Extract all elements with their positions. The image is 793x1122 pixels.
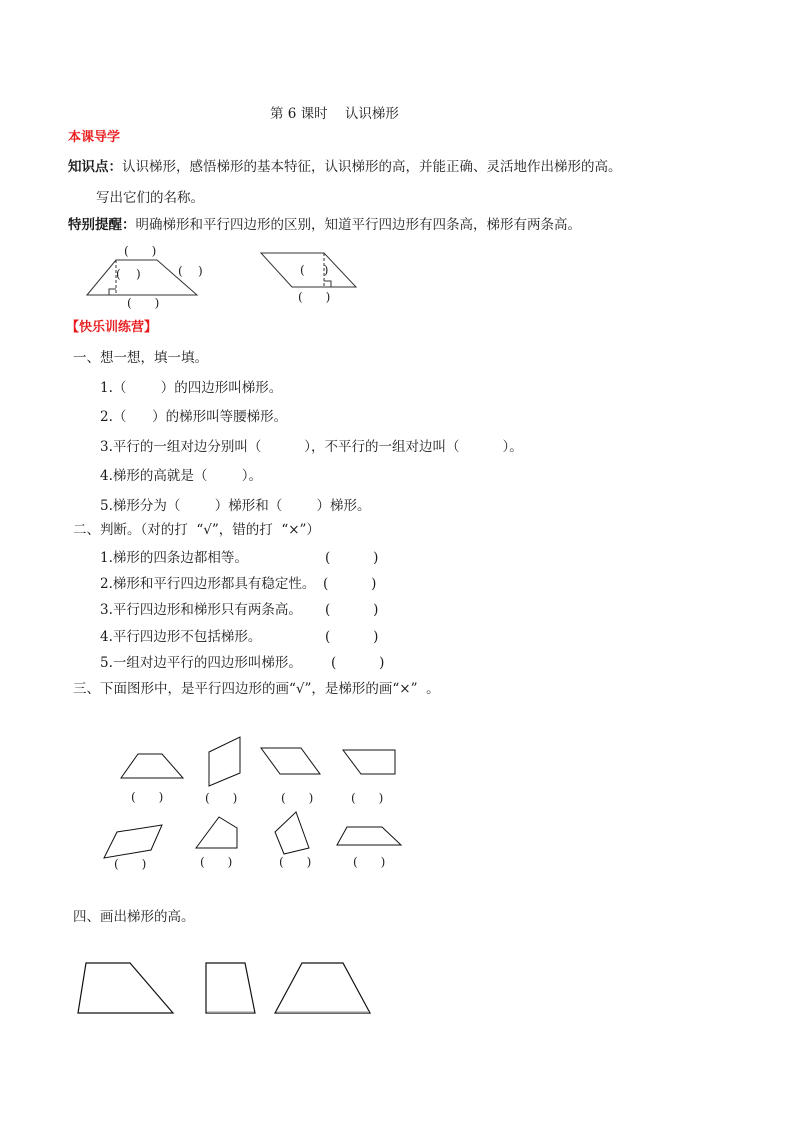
reminder-label: 特别提醒：	[68, 217, 136, 233]
camp-heading: 【快乐训练营】	[66, 320, 158, 335]
knowledge-text: 认识梯形，感悟梯形的基本特征，认识梯形的高，并能正确、灵活地作出梯形的高。	[122, 159, 622, 175]
shape-1-answer[interactable]: ( )	[131, 790, 164, 804]
reminder-text: 明确梯形和平行四边形的区别，知道平行四边形有四条高，梯形有两条高。	[135, 217, 581, 233]
judge-answer-4[interactable]: ( )	[325, 629, 379, 645]
judge-answer-2[interactable]: ( )	[323, 576, 377, 592]
shape-3-answer[interactable]: ( )	[281, 791, 314, 805]
judge-answer-5[interactable]: ( )	[331, 655, 385, 671]
section3-title: 三、下面图形中，是平行四边形的画“√”，是梯形的画“×” 。	[73, 681, 440, 697]
shape-8-answer[interactable]: ( )	[353, 855, 386, 869]
parallelogram-height-blank[interactable]: ( )	[300, 263, 329, 277]
section1-title: 一、想一想，填一填。	[73, 350, 208, 366]
trapezoid-leg-blank[interactable]: ( )	[178, 264, 203, 278]
knowledge-label: 知识点：	[68, 159, 122, 175]
fill-item-1[interactable]: 1.（ ）的四边形叫梯形。	[100, 380, 283, 396]
trapezoid-top-blank[interactable]: ( )	[124, 244, 157, 258]
judge-item-5: 5.一组对边平行的四边形叫梯形。	[100, 655, 302, 671]
fill-item-4[interactable]: 4.梯形的高就是（ ）。	[100, 468, 262, 484]
shape-4-answer[interactable]: ( )	[351, 791, 384, 805]
fill-item-2[interactable]: 2.（ ）的梯形叫等腰梯形。	[100, 409, 288, 425]
judge-answer-3[interactable]: ( )	[325, 602, 379, 618]
judge-item-2: 2.梯形和平行四边形都具有稳定性。	[100, 576, 316, 592]
section4-title: 四、画出梯形的高。	[73, 909, 195, 925]
shape-2-answer[interactable]: ( )	[205, 791, 238, 805]
trapezoid-height-blank[interactable]: ( )	[116, 267, 141, 281]
write-names-instruction: 写出它们的名称。	[96, 190, 204, 206]
fill-item-3[interactable]: 3.平行的一组对边分别叫（ ），不平行的一组对边叫（ ）。	[100, 439, 523, 455]
shape-5-answer[interactable]: ( )	[114, 857, 147, 871]
guide-heading: 本课导学	[68, 130, 121, 145]
section2-title: 二、判断。（对的打 “√”，错的打 “×”）	[73, 522, 320, 538]
shape-7-answer[interactable]: ( )	[279, 855, 312, 869]
judge-item-1: 1.梯形的四条边都相等。	[100, 550, 248, 566]
judge-answer-1[interactable]: ( )	[325, 550, 379, 566]
fill-item-5[interactable]: 5.梯形分为（ ）梯形和（ ）梯形。	[100, 498, 371, 514]
judge-item-4: 4.平行四边形不包括梯形。	[100, 629, 262, 645]
lesson-title: 第 6 课时 认识梯形	[270, 106, 399, 122]
judge-item-3: 3.平行四边形和梯形只有两条高。	[100, 602, 302, 618]
trapezoid-bottom-blank[interactable]: ( )	[127, 296, 160, 310]
parallelogram-base-blank[interactable]: ( )	[298, 290, 331, 304]
shape-6-answer[interactable]: ( )	[200, 855, 233, 869]
